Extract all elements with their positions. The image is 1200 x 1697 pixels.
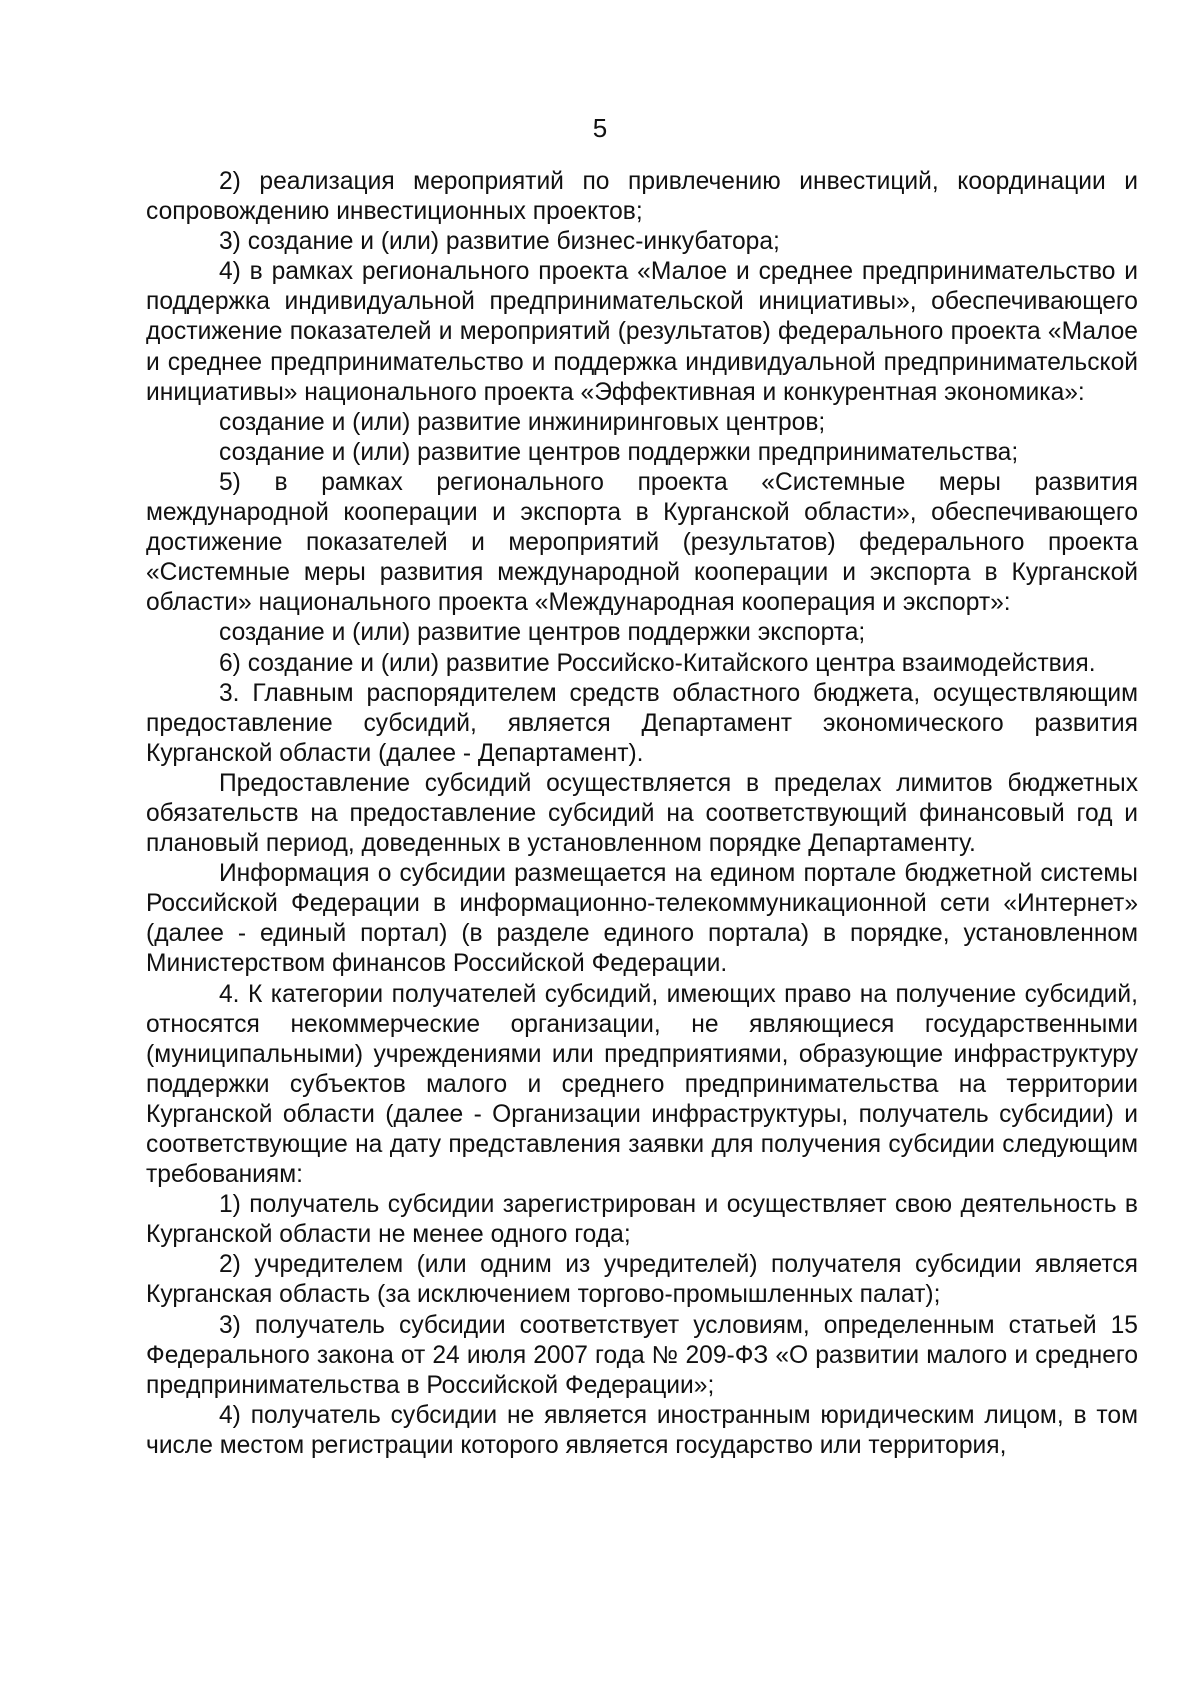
paragraph-requirement-4: 4) получатель субсидии не является иностранным юридическим лицом, в том числе местом регистрации которого является государство или территория,	[146, 1401, 1138, 1459]
paragraph-clause-3: 3. Главным распорядителем средств областного бюджета, осуществляющим предоставление субсидий, является Департамент экономического развития Курганской области (далее - Департамент).	[146, 679, 1138, 767]
paragraph-export-support-centers: создание и (или) развитие центров поддержки экспорта;	[219, 619, 866, 647]
paragraph-item-6: 6) создание и (или) развитие Российско-Китайского центра взаимодействия.	[219, 649, 1096, 677]
page-number: 5	[592, 113, 608, 143]
paragraph-requirement-2: 2) учредителем (или одним из учредителей) получателя субсидии является Курганская область (за исключением торгово-промышленных палат);	[146, 1251, 1138, 1309]
paragraph-item-2: 2) реализация мероприятий по привлечению инвестиций, координации и сопровождению инвестиционных проектов;	[146, 168, 1138, 226]
document-body	[146, 167, 1138, 1461]
paragraph-clause-4: 4. К категории получателей субсидий, имеющих право на получение субсидий, относятся некоммерческие организации, не являющиеся государственными (муниципальными) учреждениями или предприятиями, образующие инфраструктуру поддержки субъектов малого и среднего предпринимательства на территории Курганской области (далее - Организации инфраструктуры, получатель субсидии) и соответствующие на дату представления заявки для получения субсидии следующим требованиям:	[146, 980, 1138, 1189]
paragraph-requirement-3: 3) получатель субсидии соответствует условиям, определенным статьей 15 Федерального закона от 24 июля 2007 года № 209-ФЗ «О развитии малого и среднего предпринимательства в Российской Федерации»;	[146, 1311, 1138, 1399]
paragraph-business-support-centers: создание и (или) развитие центров поддержки предпринимательства;	[219, 438, 1019, 466]
paragraph-subsidy-limits: Предоставление субсидий осуществляется в пределах лимитов бюджетных обязательств на предоставление субсидий на соответствующий финансовый год и плановый период, доведенных в установленном порядке Департаменту.	[146, 769, 1138, 858]
paragraph-item-5: 5) в рамках регионального проекта «Системные меры развития международной кооперации и экспорта в Курганской области», обеспечивающего достижение показателей и мероприятий (результатов) федерального проекта «Системные меры развития международной кооперации и экспорта в Курганской области» национального проекта «Международная кооперация и экспорт»:	[146, 468, 1138, 617]
paragraph-item-4: 4) в рамках регионального проекта «Малое и среднее предпринимательство и поддержка индивидуальной предпринимательской инициативы», обеспечивающего достижение показателей и мероприятий (результатов) федерального проекта «Малое и среднее предпринимательство и поддержка индивидуальной предпринимательской инициативы» национального проекта «Эффективная и конкурентная экономика»:	[146, 258, 1138, 406]
paragraph-requirement-1: 1) получатель субсидии зарегистрирован и осуществляет свою деятельность в Курганской области не менее одного года;	[146, 1191, 1138, 1249]
paragraph-item-3: 3) создание и (или) развитие бизнес-инкубатора;	[219, 228, 780, 256]
paragraph-engineering-centers: создание и (или) развитие инжиниринговых центров;	[219, 408, 826, 436]
paragraph-unified-portal: Информация о субсидии размещается на едином портале бюджетной системы Российской Федерации в информационно-телекоммуникационной сети «Интернет» (далее - единый портал) (в разделе единого портала) в порядке, установленном Министерством финансов Российской Федерации.	[146, 860, 1138, 978]
